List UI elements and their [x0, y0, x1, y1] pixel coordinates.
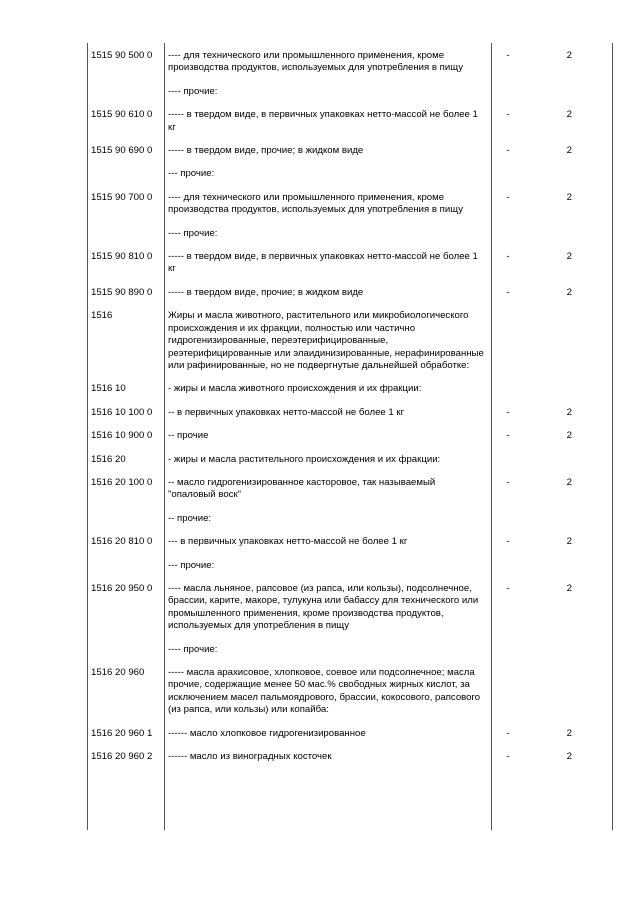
- table-row: [88, 228, 612, 240]
- table-row: [88, 667, 612, 717]
- goods-description: --- прочие:: [168, 168, 215, 180]
- table-row: [88, 583, 612, 633]
- goods-description: ------ масло из виноградных косточек: [168, 751, 332, 763]
- table-row: [88, 477, 612, 502]
- goods-description: - жиры и масла растительного происхождения и их фракции:: [168, 453, 441, 465]
- tariff-code: 1516 10: [91, 383, 126, 395]
- table-row: [88, 560, 612, 572]
- table-row: [88, 310, 612, 372]
- table-row: [88, 50, 612, 75]
- tariff-code: 1515 90 500 0: [91, 50, 153, 61]
- duty-rate: 2: [566, 50, 572, 61]
- supplementary-unit: -: [506, 751, 510, 763]
- duty-rate: 2: [566, 286, 572, 298]
- goods-description: -- прочие:: [168, 512, 212, 524]
- table-row: [88, 251, 612, 276]
- supplementary-unit: -: [506, 582, 510, 594]
- supplementary-unit: -: [506, 286, 510, 298]
- goods-description: ---- масла льняное, рапсовое (из рапса, или кользы), подсолнечное, брассии, карите, макоре, тулукуна или бабассу для технического или промышленного применения, кроме производства продуктов, используемых для употребления в пищу: [168, 582, 479, 632]
- goods-description: ---- для технического или промышленного применения, кроме производства продуктов, используемых для употребления в пищу: [168, 50, 464, 74]
- supplementary-unit: -: [506, 430, 510, 442]
- goods-description: ----- масла арахисовое, хлопковое, соевое или подсолнечное; масла прочие, содержащие менее 50 мас.% свободных жирных кислот, за исключением масел пальмоядрового, брассии, кокосового, рапсового (из рапса, или кользы) или копайба:: [168, 667, 481, 716]
- goods-description: -- прочие: [168, 430, 209, 442]
- goods-description: -- в первичных упаковках нетто-массой не более 1 кг: [168, 406, 405, 418]
- table-border-right: [612, 43, 613, 830]
- goods-description: ----- в твердом виде, в первичных упаковках нетто-массой не более 1 кг: [168, 251, 478, 275]
- table-row: [88, 430, 612, 442]
- duty-rate: 2: [566, 109, 572, 121]
- tariff-code: 1516 20 810 0: [91, 536, 153, 548]
- tariff-code: 1516 20: [91, 453, 126, 465]
- tariff-code: 1515 90 890 0: [91, 286, 153, 298]
- supplementary-unit: -: [506, 145, 510, 157]
- duty-rate: 2: [566, 751, 572, 763]
- table-row: [88, 168, 612, 180]
- goods-description: --- в первичных упаковках нетто-массой не более 1 кг: [168, 536, 408, 548]
- table-row: [88, 536, 612, 548]
- duty-rate: 2: [566, 145, 572, 157]
- tariff-code: 1516: [91, 310, 113, 322]
- table-row: [88, 407, 612, 419]
- duty-rate: 2: [566, 406, 572, 418]
- tariff-code: 1516 20 950 0: [91, 582, 153, 594]
- tariff-table: [88, 50, 612, 763]
- supplementary-unit: -: [506, 536, 510, 548]
- tariff-code: 1516 20 960: [91, 667, 145, 678]
- table-row: [88, 383, 612, 395]
- table-row: [88, 513, 612, 525]
- goods-description: ----- в твердом виде, прочие; в жидком виде: [168, 286, 364, 298]
- duty-rate: 2: [566, 727, 572, 739]
- table-row: [88, 109, 612, 134]
- table-row: [88, 644, 612, 656]
- duty-rate: 2: [566, 251, 572, 263]
- supplementary-unit: -: [506, 727, 510, 739]
- tariff-code: 1515 90 690 0: [91, 145, 153, 157]
- tariff-code: 1516 20 960 1: [91, 727, 153, 739]
- duty-rate: 2: [566, 582, 572, 594]
- table-row: [88, 287, 612, 299]
- tariff-code: 1516 10 100 0: [91, 406, 153, 418]
- goods-description: --- прочие:: [168, 559, 215, 571]
- duty-rate: 2: [566, 430, 572, 442]
- goods-description: - жиры и масла животного происхождения и их фракции:: [168, 383, 422, 395]
- tariff-code: 1516 20 100 0: [91, 476, 153, 488]
- goods-description: ---- для технического или промышленного применения, кроме производства продуктов, используемых для употребления в пищу: [168, 191, 464, 216]
- supplementary-unit: -: [506, 191, 510, 203]
- goods-description: ----- в твердом виде, в первичных упаковках нетто-массой не более 1 кг: [168, 109, 478, 133]
- supplementary-unit: -: [506, 109, 510, 121]
- supplementary-unit: -: [506, 251, 510, 263]
- table-row: [88, 86, 612, 98]
- table-row: [88, 728, 612, 740]
- supplementary-unit: -: [506, 406, 510, 418]
- goods-description: -- масло гидрогенизированное касторовое, так называемый "опаловый воск": [168, 476, 436, 501]
- goods-description: ---- прочие:: [168, 643, 218, 655]
- tariff-code: 1516 20 960 2: [91, 751, 153, 763]
- goods-description: ---- прочие:: [168, 85, 218, 97]
- duty-rate: 2: [566, 476, 572, 488]
- supplementary-unit: -: [506, 476, 510, 488]
- duty-rate: 2: [566, 191, 572, 203]
- table-row: [88, 145, 612, 157]
- tariff-code: 1515 90 810 0: [91, 251, 153, 263]
- goods-description: ---- прочие:: [168, 227, 218, 239]
- goods-description: ----- в твердом виде, прочие; в жидком виде: [168, 145, 364, 157]
- tariff-code: 1515 90 700 0: [91, 191, 153, 203]
- tariff-code: 1515 90 610 0: [91, 109, 153, 121]
- tariff-code: 1516 10 900 0: [91, 430, 153, 442]
- supplementary-unit: -: [506, 50, 510, 61]
- table-row: [88, 751, 612, 763]
- duty-rate: 2: [566, 536, 572, 548]
- table-row: [88, 192, 612, 217]
- table-row: [88, 454, 612, 466]
- goods-description: ------ масло хлопковое гидрогенизированное: [168, 727, 366, 739]
- goods-description: Жиры и масла животного, растительного или микробиологического происхождения и их фракции, полностью или частично гидрогенизированные, переэтерифицированные, реэтерифицированные или элаидинизированные, нерафинированные или рафинированные, но не подвергнутые дальнейшей обработке:: [168, 310, 484, 371]
